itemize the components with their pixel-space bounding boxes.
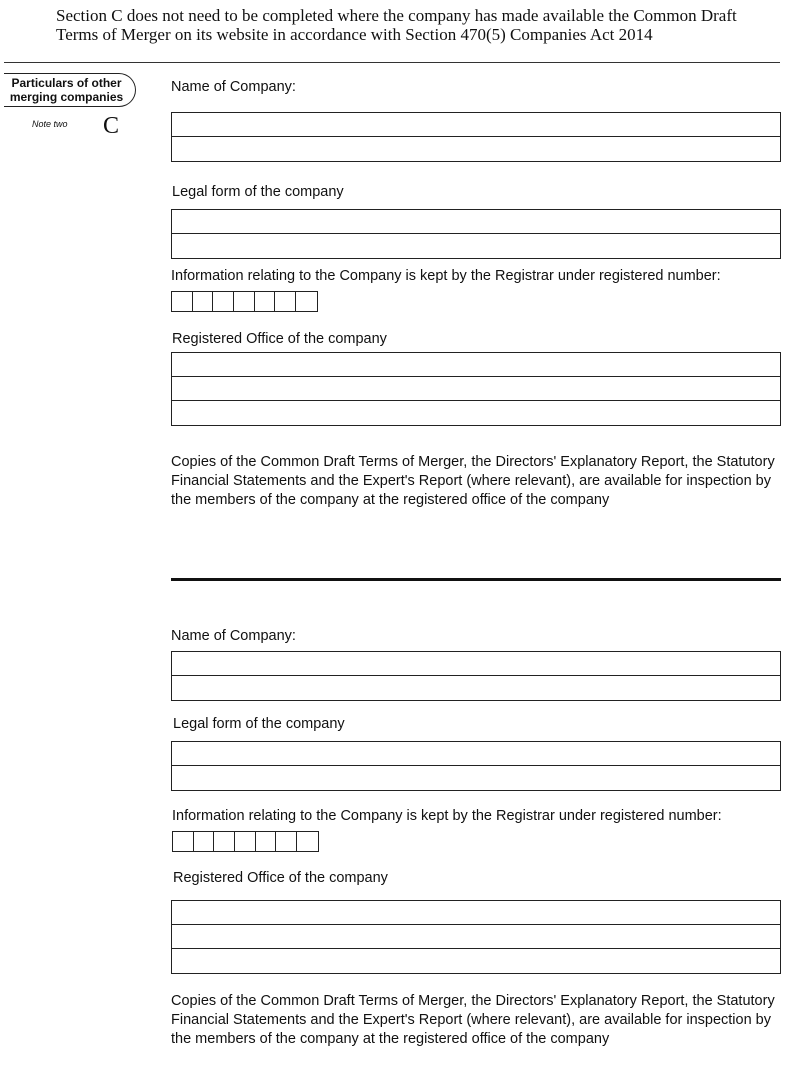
registered-number-digit[interactable] xyxy=(213,292,234,311)
company-name-line-1[interactable] xyxy=(172,652,780,676)
registered-number-digit[interactable] xyxy=(235,832,256,851)
registered-office-label: Registered Office of the company xyxy=(173,870,388,886)
company-name-label: Name of Company: xyxy=(171,628,296,644)
registered-number-digit[interactable] xyxy=(172,292,193,311)
legal-form-line-2[interactable] xyxy=(172,234,780,258)
top-divider xyxy=(4,62,780,63)
company-name-line-2[interactable] xyxy=(172,137,780,161)
section-tab: Particulars of other merging companies xyxy=(4,73,136,107)
copies-statement: Copies of the Common Draft Terms of Merger, the Directors' Explanatory Report, the Statutory Financial Statements and the Expert's Report (where relevant), are available for inspection by the members of the company at the registered office of the company xyxy=(171,993,775,1047)
registered-number-digit[interactable] xyxy=(173,832,194,851)
registered-number-field[interactable] xyxy=(172,831,319,852)
copies-statement: Copies of the Common Draft Terms of Merger, the Directors' Explanatory Report, the Statutory Financial Statements and the Expert's Report (where relevant), are available for inspection by the members of the company at the registered office of the company xyxy=(171,454,775,508)
legal-form-line-1[interactable] xyxy=(172,742,780,766)
section-c-intro: Section C does not need to be completed where the company has made available the Common Draft Terms of Merger on its website in accordance with Section 470(5) Companies Act 2014 xyxy=(56,6,737,44)
section-letter: C xyxy=(103,113,120,139)
registered-number-digit[interactable] xyxy=(276,832,297,851)
registered-number-digit[interactable] xyxy=(256,832,277,851)
registered-office-line-3[interactable] xyxy=(172,949,780,973)
registered-office-label: Registered Office of the company xyxy=(172,331,387,347)
registered-number-digit[interactable] xyxy=(255,292,276,311)
registered-office-line-2[interactable] xyxy=(172,377,780,401)
registered-number-digit[interactable] xyxy=(194,832,215,851)
registered-office-line-2[interactable] xyxy=(172,925,780,949)
company-name-field[interactable] xyxy=(171,651,781,701)
company-divider xyxy=(171,578,781,581)
registered-office-line-3[interactable] xyxy=(172,401,780,425)
legal-form-field[interactable] xyxy=(171,209,781,259)
legal-form-line-1[interactable] xyxy=(172,210,780,234)
legal-form-label: Legal form of the company xyxy=(172,184,344,200)
legal-form-label: Legal form of the company xyxy=(173,716,345,732)
registered-office-field[interactable] xyxy=(171,352,781,426)
registered-office-field[interactable] xyxy=(171,900,781,974)
registrar-label: Information relating to the Company is kept by the Registrar under registered number: xyxy=(171,268,721,284)
registered-number-digit[interactable] xyxy=(234,292,255,311)
company-name-line-2[interactable] xyxy=(172,676,780,700)
registered-number-digit[interactable] xyxy=(214,832,235,851)
registrar-label: Information relating to the Company is kept by the Registrar under registered number: xyxy=(172,808,722,824)
registered-number-digit[interactable] xyxy=(275,292,296,311)
registered-number-field[interactable] xyxy=(171,291,318,312)
company-name-field[interactable] xyxy=(171,112,781,162)
legal-form-field[interactable] xyxy=(171,741,781,791)
registered-number-digit[interactable] xyxy=(296,292,317,311)
registered-office-line-1[interactable] xyxy=(172,901,780,925)
registered-number-digit[interactable] xyxy=(193,292,214,311)
legal-form-line-2[interactable] xyxy=(172,766,780,790)
company-name-line-1[interactable] xyxy=(172,113,780,137)
company-name-label: Name of Company: xyxy=(171,79,296,95)
note-reference: Note two xyxy=(32,119,68,129)
registered-office-line-1[interactable] xyxy=(172,353,780,377)
registered-number-digit[interactable] xyxy=(297,832,318,851)
